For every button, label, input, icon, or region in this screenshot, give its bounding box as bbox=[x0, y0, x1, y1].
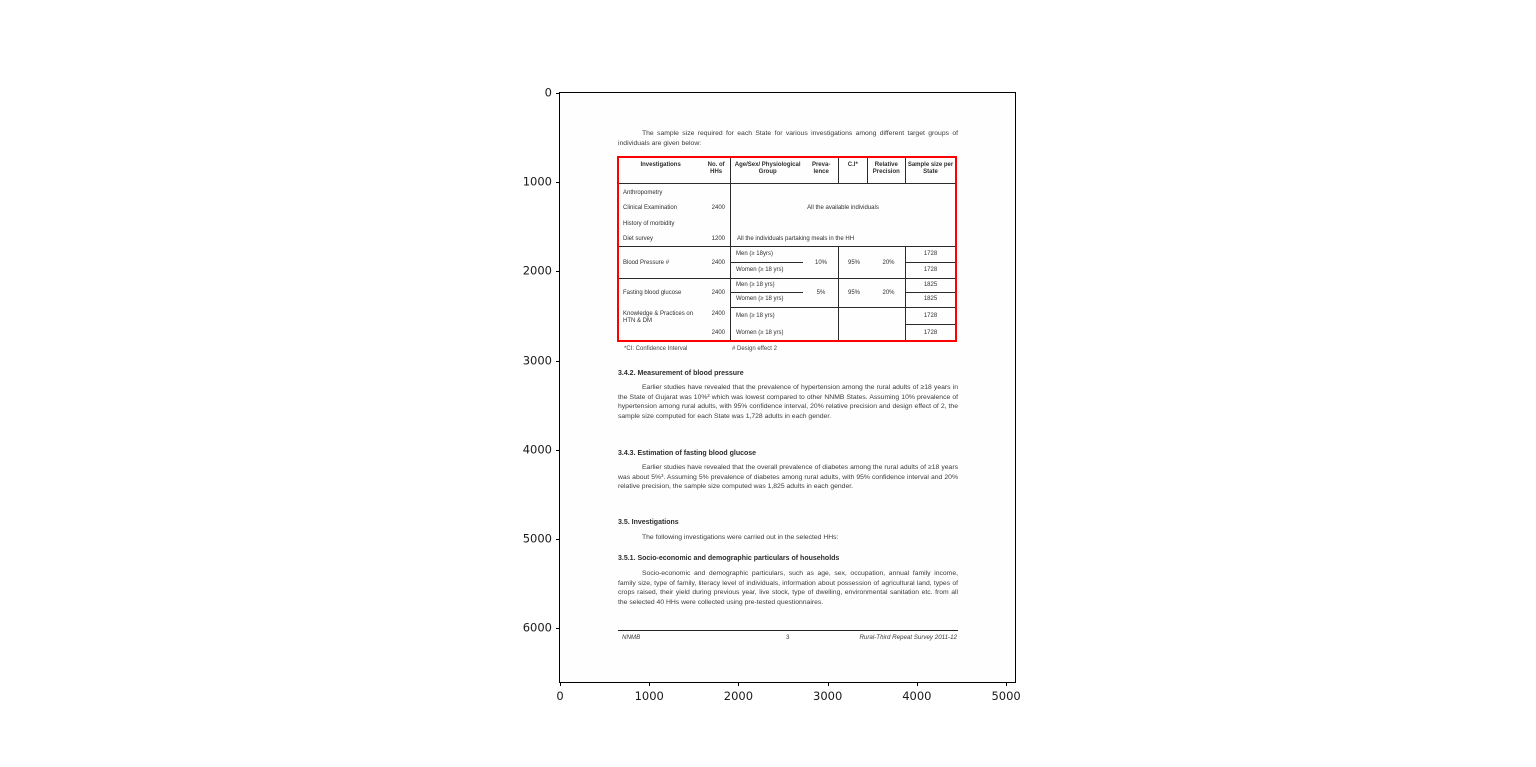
table-cell: 2400 bbox=[711, 311, 725, 317]
table-cell: 1200 bbox=[711, 236, 725, 242]
x-axis-tick-label: 2000 bbox=[723, 689, 754, 703]
table-highlight-box bbox=[617, 156, 957, 342]
x-axis-tick-label: 1000 bbox=[634, 689, 664, 703]
x-axis-tick-label: 4000 bbox=[902, 689, 932, 703]
y-axis-tick bbox=[556, 361, 560, 362]
table-cell: Women (≥ 18 yrs) bbox=[736, 296, 784, 302]
table-cell: 5% bbox=[816, 290, 826, 296]
table-section-anthropometry bbox=[619, 184, 955, 247]
section-heading-342: 3.4.2. Measurement of blood pressure bbox=[618, 370, 744, 377]
section-body-351: Socio-economic and demographic particulars, such as age, sex, occupation, annual family income, family size, type of family, literacy level of individuals, information about possession of agricultural land, types of crops raised, their yield during previous year, live stock, type of dwelling, environmental sanitation etc. from all the selected 40 HHs were collected using pre-tested questionnaires. bbox=[618, 570, 958, 607]
sample-size-table bbox=[619, 158, 955, 340]
row-divider-line bbox=[906, 292, 955, 293]
header-investigations: Investigations bbox=[640, 162, 681, 168]
table-cell: Fasting blood glucose bbox=[623, 290, 682, 296]
table-cell: Women (≥ 18 yrs) bbox=[736, 267, 784, 273]
header-group: Age/Sex/ Physiological Group bbox=[734, 162, 801, 175]
table-header-row bbox=[619, 158, 955, 184]
x-axis-tick bbox=[917, 682, 918, 686]
x-axis-tick bbox=[738, 682, 739, 686]
row-divider-line bbox=[731, 292, 803, 293]
table-cell: 1728 bbox=[923, 330, 938, 336]
plot-axes bbox=[522, 85, 1021, 703]
footnote-ci: *CI: Confidence Interval bbox=[624, 346, 688, 352]
table-cell: Clinical Examination bbox=[623, 205, 678, 211]
table-cell: Women (≥ 18 yrs) bbox=[736, 330, 784, 336]
header-prevalence: Preva- lence bbox=[811, 162, 831, 175]
section-heading-35: 3.5. Investigations bbox=[618, 519, 679, 526]
section-heading-343: 3.4.3. Estimation of fasting blood glucose bbox=[618, 450, 757, 457]
row-divider-line bbox=[906, 324, 955, 325]
table-cell: History of morbidity bbox=[623, 221, 675, 227]
footer-rule bbox=[618, 630, 958, 631]
section-heading-351: 3.5.1. Socio-economic and demographic particulars of households bbox=[618, 555, 840, 562]
table-cell: 95% bbox=[847, 260, 860, 266]
header-sample-size: Sample size per State bbox=[907, 162, 954, 175]
row-divider-line bbox=[731, 262, 803, 263]
table-cell-span-note: All the available individuals bbox=[807, 205, 879, 211]
y-axis-tick-label: 3000 bbox=[522, 353, 552, 368]
footnote-design-effect: # Design effect 2 bbox=[732, 346, 777, 352]
table-cell: 20% bbox=[882, 290, 895, 296]
table-cell: Men (≥ 18 yrs) bbox=[736, 282, 775, 288]
y-axis-tick bbox=[556, 271, 560, 272]
y-axis-tick bbox=[556, 182, 560, 183]
footer-right: Rural-Third Repeat Survey 2011-12 bbox=[859, 634, 957, 641]
x-axis-tick-label: 0 bbox=[556, 689, 564, 703]
y-axis-tick-label: 4000 bbox=[522, 442, 552, 457]
table-cell: 2400 bbox=[711, 330, 725, 336]
table-cell: Blood Pressure # bbox=[623, 260, 670, 266]
y-axis-tick bbox=[556, 93, 560, 94]
table-cell: 2400 bbox=[711, 290, 725, 296]
section-body-342: Earlier studies have revealed that the prevalence of hypertension among the rural adults of ≥18 years in the State of Gujarat was 10%² which was lowest compared to other NNMB States. Assuming 10% prevalence of hypertension among rural adults, with 95% confidence interval, 20% relative precision and design effect of 2, the sample size computed for each State was 1,728 adults in each gender. bbox=[618, 384, 958, 421]
table-cell: 1825 bbox=[923, 296, 938, 302]
y-axis-tick-label: 5000 bbox=[522, 531, 552, 546]
table-cell-span-note: All the individuals partaking meals in the HH bbox=[737, 236, 855, 242]
table-cell: 10% bbox=[814, 260, 827, 266]
y-axis-tick bbox=[556, 539, 560, 540]
x-axis-tick-label: 5000 bbox=[991, 689, 1021, 703]
table-cell: Men (≥ 18 yrs) bbox=[736, 313, 775, 319]
table-cell: 20% bbox=[882, 260, 895, 266]
header-ci: C.I* bbox=[839, 158, 868, 183]
x-axis-tick-label: 3000 bbox=[813, 689, 843, 703]
table-section-fasting-glucose bbox=[619, 279, 955, 307]
table-cell: 1728 bbox=[923, 267, 938, 273]
table-cell: Diet survey bbox=[623, 236, 654, 242]
y-axis-tick bbox=[556, 450, 560, 451]
y-axis-tick-label: 6000 bbox=[522, 620, 552, 635]
intro-paragraph: The sample size required for each State for various investigations among different target groups of individuals are given below: bbox=[618, 130, 958, 147]
table-section-knowledge bbox=[619, 307, 955, 340]
header-hhs: No. of HHs bbox=[707, 162, 725, 175]
footer-page-number: 3 bbox=[786, 634, 790, 641]
footer-left: NNMB bbox=[622, 634, 641, 641]
table-cell: 95% bbox=[847, 290, 860, 296]
x-axis-tick bbox=[560, 682, 561, 686]
y-axis-tick bbox=[556, 628, 560, 629]
row-divider-line bbox=[906, 262, 955, 263]
table-cell: Knowledge & Practices on HTN & DM bbox=[623, 311, 694, 325]
table-cell: 1728 bbox=[923, 251, 938, 257]
document-page bbox=[560, 93, 1015, 682]
section-body-343: Earlier studies have revealed that the overall prevalence of diabetes among the rural adults of ≥18 years was about 5%³. Assuming 5% prevalence of diabetes among rural adults, with 95% confidence interval and 20% relative precision, the sample size computed was 1,825 adults in each gender. bbox=[618, 464, 958, 491]
table-cell: 2400 bbox=[711, 260, 725, 266]
table-cell: Men (≥ 18yrs) bbox=[736, 251, 773, 257]
table-cell: 1825 bbox=[923, 282, 938, 288]
table-cell: 1728 bbox=[923, 313, 938, 319]
x-axis-tick bbox=[1006, 682, 1007, 686]
y-axis-tick-label: 1000 bbox=[522, 174, 552, 189]
table-cell: Anthropometry bbox=[623, 190, 663, 196]
x-axis-tick bbox=[828, 682, 829, 686]
y-axis-tick-label: 2000 bbox=[522, 263, 552, 278]
y-axis-tick-label: 0 bbox=[544, 85, 552, 100]
section-body-35: The following investigations were carried out in the selected HHs: bbox=[642, 534, 839, 541]
x-axis-tick bbox=[649, 682, 650, 686]
table-section-blood-pressure bbox=[619, 247, 955, 279]
header-precision: Relative Precision bbox=[872, 162, 900, 175]
table-cell: 2400 bbox=[711, 205, 725, 211]
